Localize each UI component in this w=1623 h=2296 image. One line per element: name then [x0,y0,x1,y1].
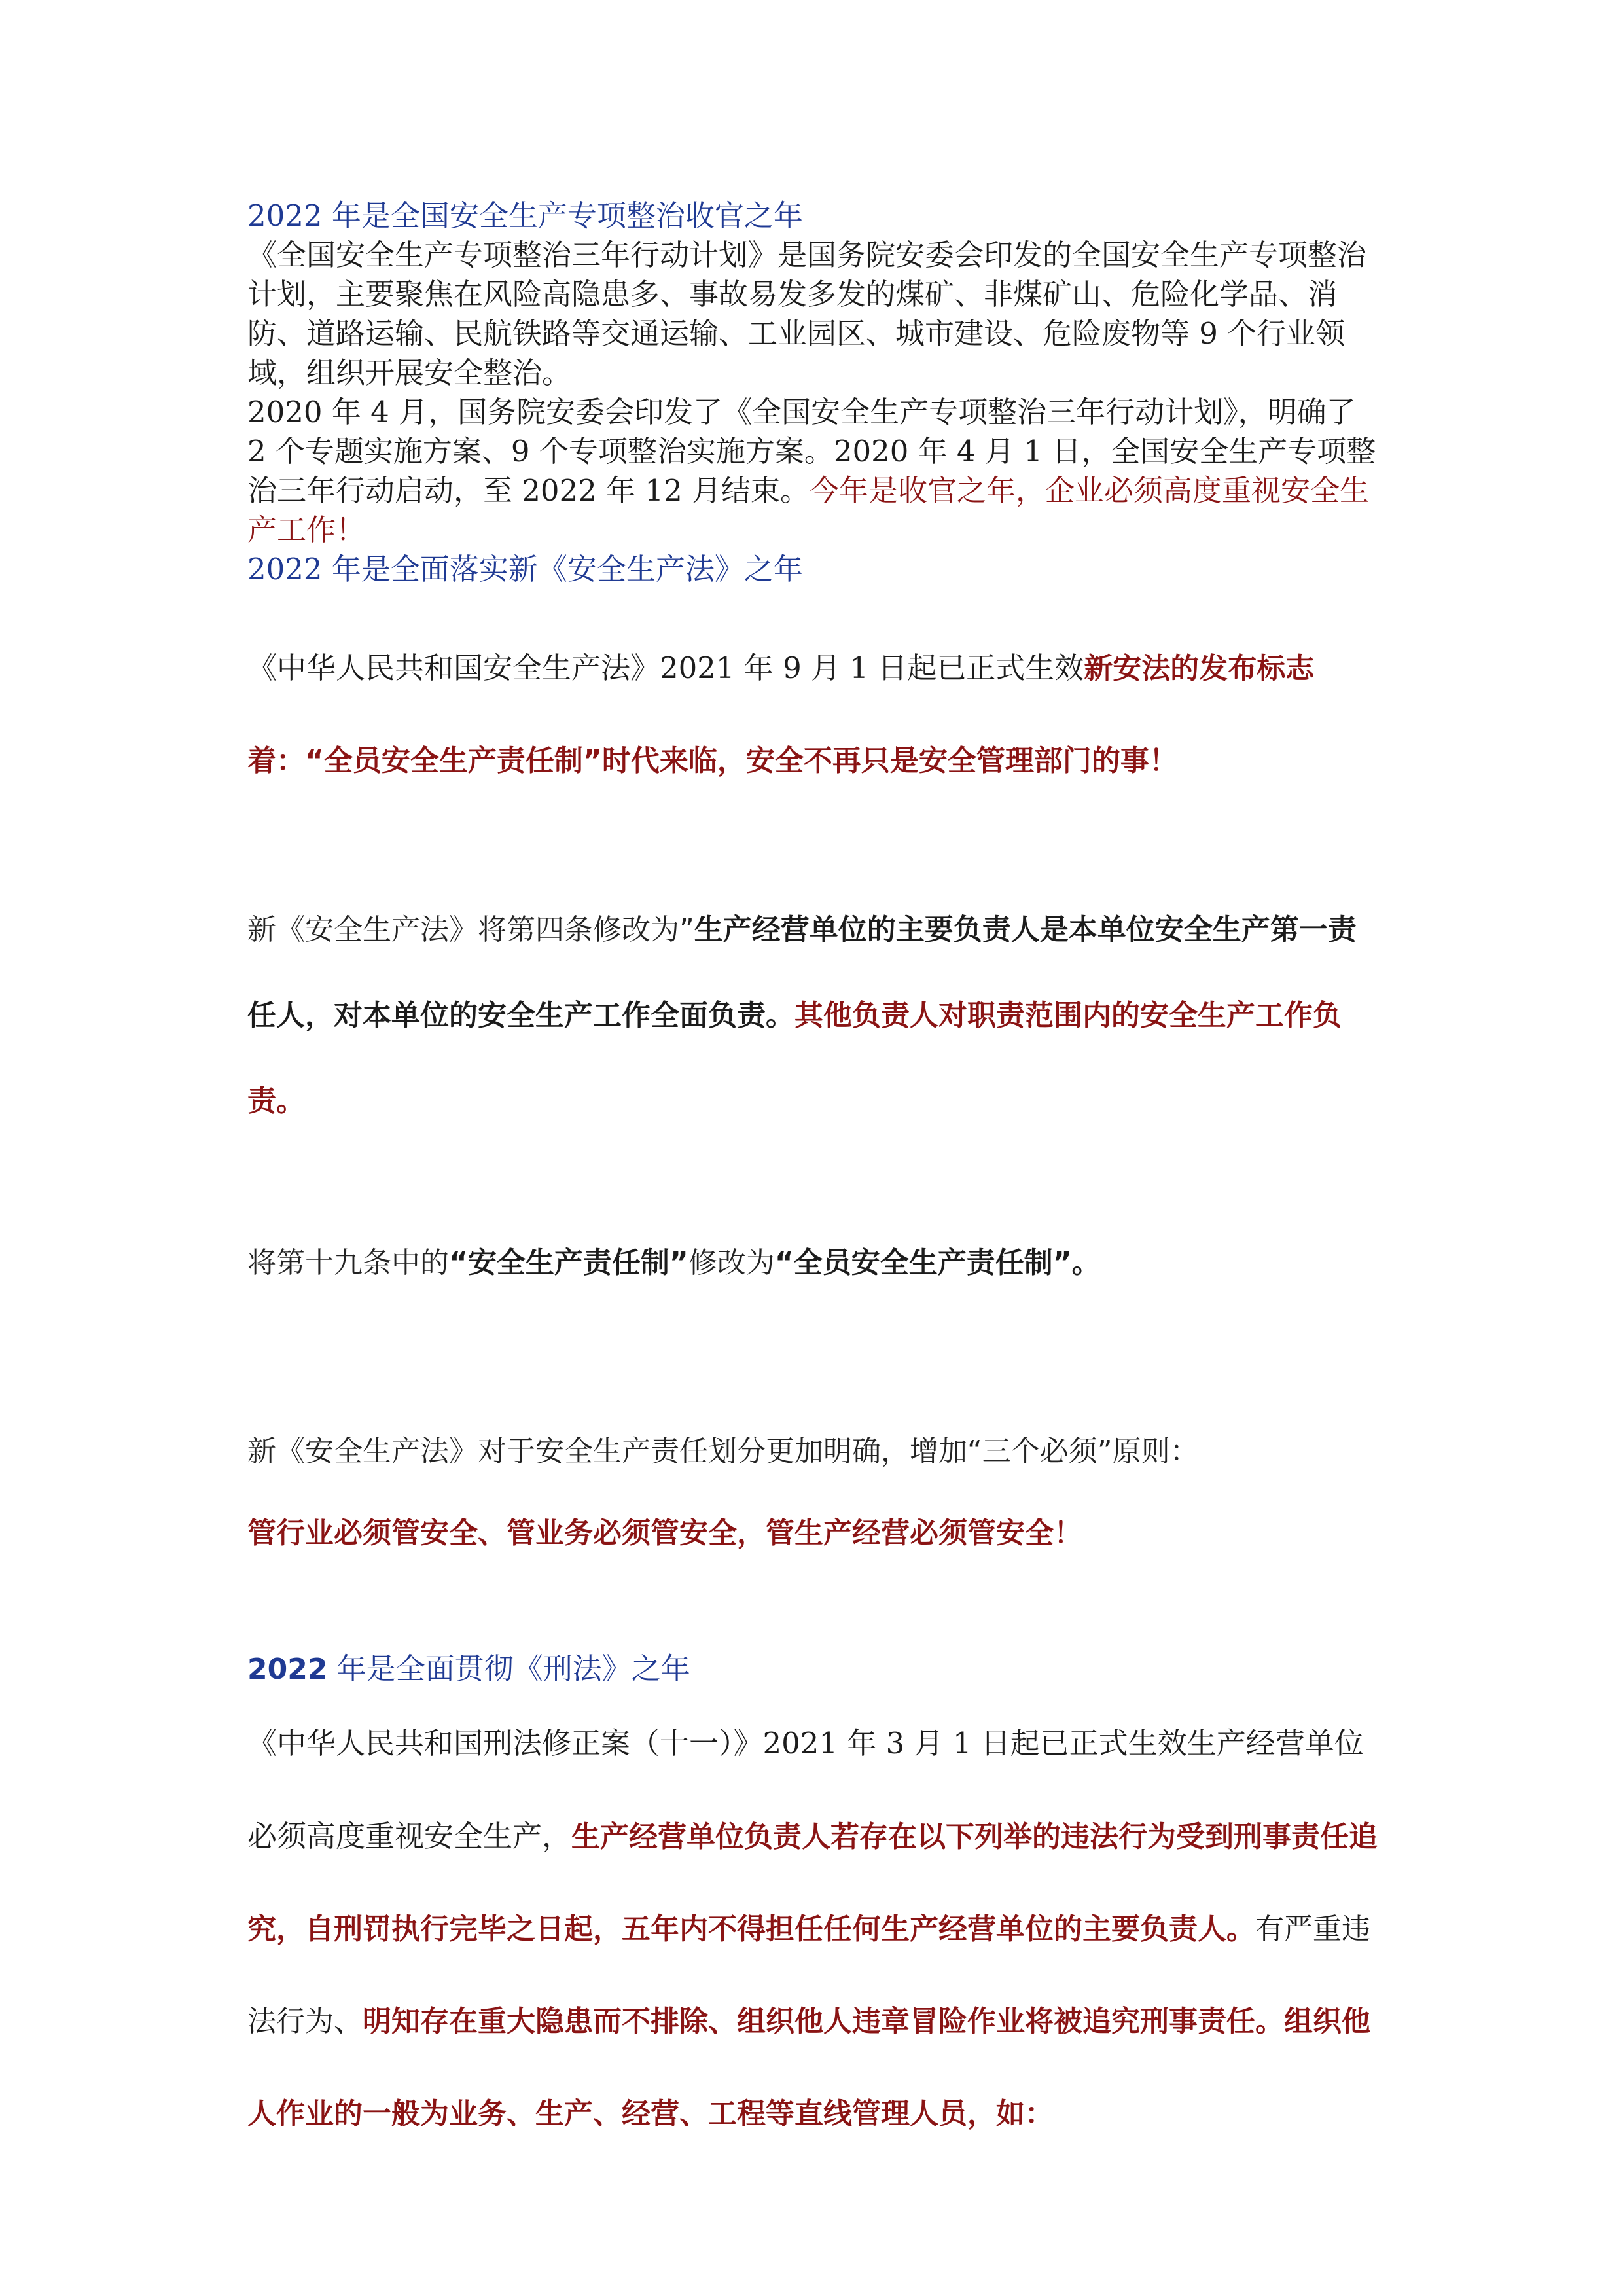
section-2-paragraph-3 [247,1244,1380,1283]
section-1 [247,196,1380,589]
section-1-paragraph-2-text: 2020 年 4 月，国务院安委会印发了《全国安全生产专项整治三年行动计划》，明确了 2 个专题实施方案、9 个专项整治实施方案。2020 年 4 月 1 日，全国安全生产专项整治三年行动启动，至 2022 年 12 月结束。 [247,395,1376,508]
section-2-paragraph-3-a: 将第十九条中的 [247,1246,449,1280]
section-1-heading: 2022 年是全国安全生产专项整治收官之年 [247,198,803,233]
section-2-paragraph-4 [247,1410,1380,1574]
section-2-paragraph-4-red: 管行业必须管安全、管业务必须管安全，管生产经营必须管安全！ [247,1516,1082,1550]
section-3-paragraph-1-text: 《中华人民共和国刑法修正案（十一）》2021 年 3 月 1 日起已正式生效生产经营单位必须高度重视安全生产， [247,1726,1364,1854]
section-2-paragraph-2-text: 新《安全生产法》将第四条修改为” [247,913,694,946]
section-2-paragraph-2 [247,887,1380,1144]
section-2-heading: 2022 年是全面落实新《安全生产法》之年 [247,552,803,586]
section-3-heading-rest: 年是全面贯彻《刑法》之年 [327,1651,690,1686]
section-3-paragraph-1-tail: 有严重违法行为、 [247,1912,1370,2038]
section-1-paragraph-2 [247,393,1380,550]
section-2-paragraph-1-bold: 新安法的发布标志着：“全员安全生产责任制”时代来临，安全不再只是安全管理部门的事！ [247,652,1315,778]
section-1-paragraph-1: 《全国安全生产专项整治三年行动计划》是国务院安委会印发的全国安全生产专项整治计划，主要聚焦在风险高隐患多、事故易发多发的煤矿、非煤矿山、危险化学品、消防、道路运输、民航铁路等交通运输、工业园区、城市建设、危险废物等 9 个行业领域，组织开展安全整治。 [247,238,1367,390]
section-3-paragraph-1-bold: 生产经营单位负责人若存在以下列举的违法行为受到刑事责任追究，自刑罚执行完毕之日起，五年内不得担任任何生产经营单位的主要负责人。 [247,1820,1378,1946]
section-2-paragraph-3-c: 修改为 [688,1246,775,1280]
section-2-paragraph-3-b: “安全生产责任制” [449,1246,688,1280]
section-2-paragraph-4-text: 新《安全生产法》对于安全生产责任划分更加明确，增加“三个必须”原则： [247,1435,1199,1468]
section-2-paragraph-1 [247,625,1380,810]
section-2-paragraph-3-d: “全员安全生产责任制”。 [774,1246,1101,1280]
section-2-paragraph-2-bold: 生产经营单位的主要负责人是本单位安全生产第一责任人，对本单位的安全生产工作全面负责。 [247,913,1357,1032]
section-3-paragraph-1-bold-2: 明知存在重大隐患而不排除、组织他人违章冒险作业将被追究刑事责任。组织他人作业的一般为业务、生产、经营、工程等直线管理人员，如： [247,2005,1370,2130]
section-3-heading-year: 2022 [247,1653,328,1686]
section-3-body [247,1700,1380,2163]
section-2-paragraph-2-red: 其他负责人对职责范围内的安全生产工作负责。 [247,999,1342,1118]
section-2-paragraph-1-text: 《中华人民共和国安全生产法》2021 年 9 月 1 日起已正式生效 [247,651,1084,685]
section-1-emphasis: 今年是收官之年，企业必须高度重视安全生产工作！ [247,473,1370,547]
